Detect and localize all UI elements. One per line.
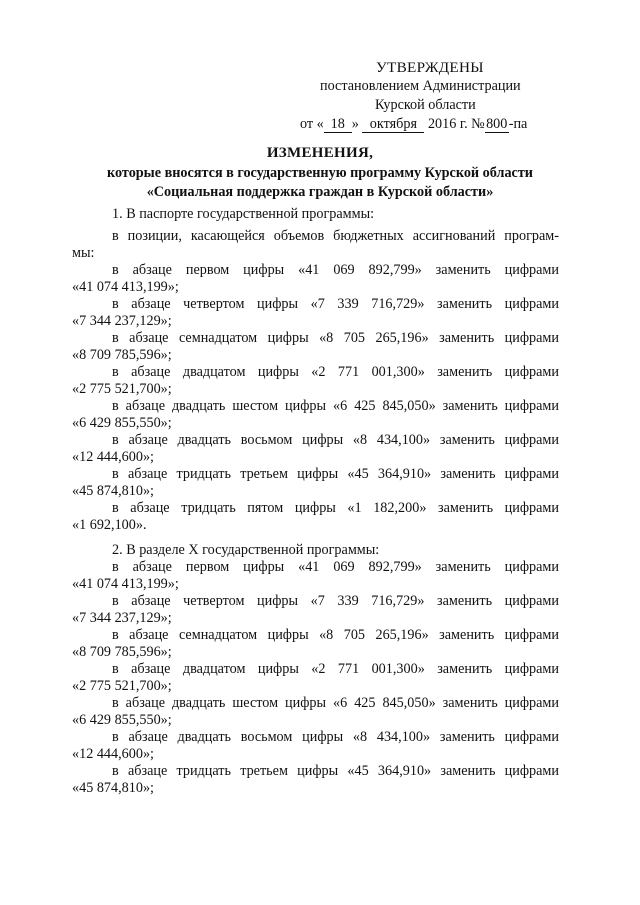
amendment-new-value: «7 344 237,129»;: [72, 610, 172, 626]
date-month: октября: [362, 117, 424, 133]
date-day: 18: [324, 117, 352, 133]
amendment-new-value: «6 429 855,550»;: [72, 415, 172, 431]
title-heading: ИЗМЕНЕНИЯ,: [266, 145, 374, 161]
title-program-name: «Социальная поддержка граждан в Курской области»: [146, 184, 494, 200]
section-2-items: [72, 559, 559, 797]
section-1-intro-cont: мы:: [72, 245, 95, 261]
amendment-new-value: «8 709 785,596»;: [72, 347, 172, 363]
amendment-line: в абзаце семнадцатом цифры «8 705 265,196» заменить цифрами: [112, 627, 559, 643]
amendment-line: в абзаце двадцатом цифры «2 771 001,300» заменить цифрами: [112, 364, 559, 380]
amendment-line: в абзаце тридцать третьем цифры «45 364,910» заменить цифрами: [112, 763, 559, 779]
section-1-items: [72, 262, 559, 534]
amendment-new-value: «2 775 521,700»;: [72, 678, 172, 694]
amendment-line: в абзаце четвертом цифры «7 339 716,729» заменить цифрами: [112, 296, 559, 312]
amendment-new-value: «8 709 785,596»;: [72, 644, 172, 660]
document-title: [0, 144, 640, 202]
amendment-line: в абзаце семнадцатом цифры «8 705 265,196» заменить цифрами: [112, 330, 559, 346]
decree-number: 800: [486, 116, 508, 132]
section-1-heading: 1. В паспорте государственной программы:: [112, 206, 375, 222]
amendment-new-value: «12 444,600»;: [72, 746, 154, 762]
approval-block: [300, 58, 570, 134]
amendment-new-value: «45 874,810»;: [72, 483, 154, 499]
amendment-line: в абзаце двадцать шестом цифры «6 425 845,050» заменить цифрами: [112, 695, 559, 711]
decree-suffix: -па: [508, 116, 528, 132]
document-body: [72, 206, 559, 797]
date-prefix: от «: [300, 116, 324, 132]
amendment-line: в абзаце первом цифры «41 069 892,799» заменить цифрами: [112, 559, 559, 575]
amendment-line: в абзаце тридцать третьем цифры «45 364,910» заменить цифрами: [112, 466, 559, 482]
amendment-new-value: «6 429 855,550»;: [72, 712, 172, 728]
date-year: 2016 г. №: [427, 116, 485, 132]
amendment-line: в абзаце двадцать восьмом цифры «8 434,100» заменить цифрами: [112, 432, 559, 448]
section-1-intro: в позиции, касающейся объемов бюджетных ассигнований програм-: [112, 228, 559, 244]
amendment-new-value: «1 692,100».: [72, 517, 147, 533]
amendment-new-value: «7 344 237,129»;: [72, 313, 172, 329]
amendment-new-value: «41 074 413,199»;: [72, 279, 179, 295]
amendment-new-value: «2 775 521,700»;: [72, 381, 172, 397]
amendment-line: в абзаце двадцать шестом цифры «6 425 845,050» заменить цифрами: [112, 398, 559, 414]
date-day-close: »: [351, 116, 359, 132]
approval-heading: УТВЕРЖДЕНЫ: [376, 59, 484, 76]
approval-date-line: [300, 115, 570, 134]
amendment-new-value: «12 444,600»;: [72, 449, 154, 465]
amendment-new-value: «41 074 413,199»;: [72, 576, 179, 592]
amendment-new-value: «45 874,810»;: [72, 780, 154, 796]
title-subject: которые вносятся в государственную программу Курской области: [107, 165, 533, 181]
amendment-line: в абзаце тридцать пятом цифры «1 182,200» заменить цифрами: [112, 500, 559, 516]
amendment-line: в абзаце двадцать восьмом цифры «8 434,100» заменить цифрами: [112, 729, 559, 745]
approval-authority: постановлением Администрации: [320, 78, 521, 94]
section-2-heading: 2. В разделе X государственной программы:: [112, 542, 380, 558]
approval-region: Курской области: [375, 97, 476, 113]
amendment-line: в абзаце четвертом цифры «7 339 716,729» заменить цифрами: [112, 593, 559, 609]
amendment-line: в абзаце первом цифры «41 069 892,799» заменить цифрами: [112, 262, 559, 278]
amendment-line: в абзаце двадцатом цифры «2 771 001,300» заменить цифрами: [112, 661, 559, 677]
